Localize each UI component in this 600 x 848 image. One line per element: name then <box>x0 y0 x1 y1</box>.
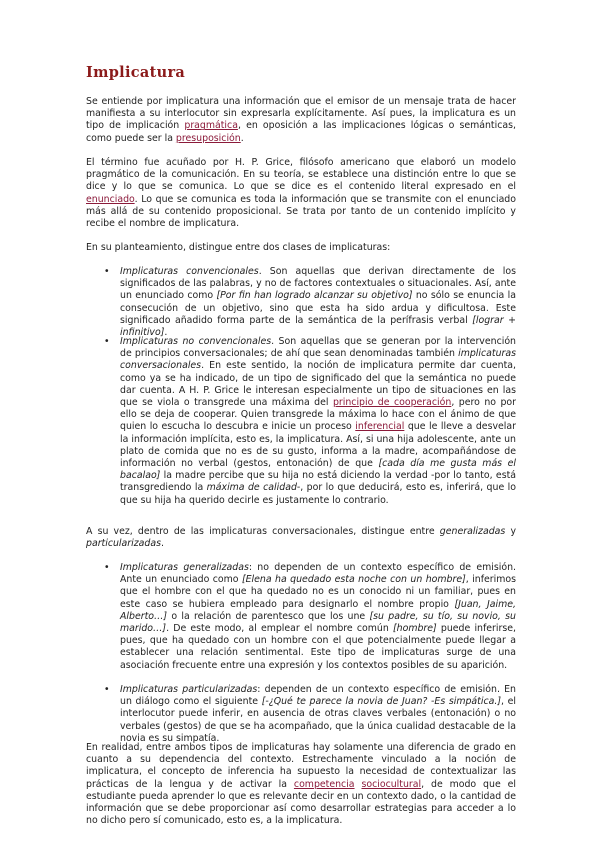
text: . En este sentido, la noción de implicatura permite dar cuenta, como ya se ha indicado, de un tipo de significado del que la semántica no puede dar cuenta. A H. P. Grice le interesan especialmente un tipo de situaciones en las que se viola o transgrede una máxima del <box>120 360 516 409</box>
term: Implicaturas convencionales <box>120 266 259 277</box>
text: : dependen de un contexto específico de emisión. En un diálogo como el siguiente <box>120 684 516 708</box>
example: [cada día me gusta más el bacalao] <box>120 458 516 482</box>
example: [Por fin han logrado alcanzar su objetivo] <box>216 290 413 302</box>
text: o la relación de parentesco que los une <box>167 610 370 622</box>
term: Implicaturas particularizadas <box>120 684 258 695</box>
example: [Juan, Jaime, Alberto…] <box>120 598 516 622</box>
link-competencia[interactable]: competencia <box>293 778 355 790</box>
bullet-icon: • <box>104 266 110 277</box>
example: [-¿Qué te parece la novia de Juan? -Es simpática.] <box>261 696 501 708</box>
page-title: Implicatura <box>86 64 186 81</box>
text: En realidad, entre ambos tipos de implicaturas hay solamente una diferencia de grado en cuanto a su dependencia del contexto. Estrechamente vinculado a la noción de implicatura, el concepto de inferencia ha supuesto la necesidad de contextualizar las prácticas de la lengua y de activar la <box>86 742 516 790</box>
text: , en oposición a las implicaciones lógicas o semánticas, como puede ser la <box>86 120 516 144</box>
text: . <box>164 327 168 339</box>
text: la madre percibe que su hija no está diciendo la verdad -por lo tanto, está transgrediendo la <box>120 470 516 494</box>
example: [hombre] <box>392 623 437 635</box>
text: . Son aquellas que se generan por la intervención de principios conversacionales; de ahí que sean denominadas también <box>120 336 517 360</box>
term: generalizadas <box>439 526 506 537</box>
link-enunciado[interactable]: enunciado <box>86 193 135 205</box>
bullet-icon: • <box>104 336 110 347</box>
paragraph-classes: En su planteamiento, distingue entre dos clases de implicaturas: <box>86 242 391 253</box>
link-inferencial[interactable]: inferencial <box>355 421 405 433</box>
text: , inferimos que el hombre con el que ha quedado no es un conocido ni un familiar, pues en este caso se hubiera empleado para designarlo el nombre propio <box>120 574 516 610</box>
link-pragmatica[interactable]: pragmática <box>184 120 238 132</box>
text: . <box>240 132 244 144</box>
list-item-no-convencionales <box>120 336 516 507</box>
list-item-convencionales <box>120 266 516 339</box>
example: [su padre, su tío, su novio, su marido…] <box>120 610 517 635</box>
text: no sólo se enuncia la consecución de un objetivo, sino que esta ha sido ardua y dificultosa. Este significado añadido forma parte de la semántica de la perífrasis verbal <box>120 290 517 326</box>
paragraph-grice <box>86 157 516 230</box>
text: Se entiende por implicatura una información que el emisor de un mensaje trata de hacer manifiesta a su interlocutor sin expresarla explícitamente. Así pues, la implicatura es un tipo de implicación <box>86 96 516 132</box>
text: puede inferirse, pues, que ha quedado con un hombre con el que potencialmente puede llegar a establecer una relación sentimental. Este tipo de implicaturas surge de una asociación frecuente entre una expresión y los contextos posibles de su aparición. <box>120 623 517 671</box>
paragraph-conclusion <box>86 742 516 827</box>
term: Implicaturas generalizadas <box>120 562 249 573</box>
term: Implicaturas no convencionales <box>120 336 272 347</box>
paragraph-subtypes <box>86 526 516 550</box>
text: . Lo que se comunica es toda la información que se transmite con el enunciado más allá de su contenido proposicional. Se trata por tanto de un contenido implícito y recibe el nombre de implicatura. <box>86 193 516 230</box>
link-sociocultural[interactable]: sociocultural <box>361 778 422 790</box>
link-presuposicion[interactable]: presuposición <box>175 132 241 144</box>
term: particularizadas <box>86 538 161 550</box>
text: -, por lo que deducirá, esto es, inferirá, que lo que su hija ha querido decirle es justamente lo contrario. <box>120 482 516 506</box>
example: máxima de calidad <box>206 482 297 494</box>
text: El término fue acuñado por H. P. Grice, filósofo americano que elaboró un modelo pragmático de la comunicación. En su teoría, se establece una distinción entre lo que se dice y lo que se comunica. Lo que se dice es el contenido literal expresado en el <box>86 157 516 193</box>
paragraph-intro <box>86 96 516 145</box>
text: que le lleve a desvelar la información implícita, esto es, la implicatura. Así, si una hija adolescente, ante un plato de comida que no es de su gusto, informa a la madre, acompañándose de información no verbal (gestos, entonación) de que <box>120 421 516 470</box>
example: [Elena ha quedado esta noche con un hombre] <box>241 574 466 586</box>
example: [lograr + infinitivo] <box>120 314 516 339</box>
list-item-generalizadas <box>120 562 516 672</box>
text: , de modo que el estudiante pueda aprender lo que es relevante decir en un contexto dado, o la cantidad de información que se debe proporcionar así como desarrollar estrategias para acceder a lo no dicho pero sí comunicado, esto es, a la implicatura. <box>86 778 516 827</box>
text: . Son aquellas que derivan directamente de los significados de las palabras, y no de factores contextuales o situacionales. Así, ante un enunciado como <box>120 266 517 302</box>
text: , pero no por ello se deja de cooperar. Quien transgrede la máxima lo hace con el ánimo de que quien lo escucha lo descubra e inicie un proceso <box>120 397 516 433</box>
text: : no dependen de un contexto específico de emisión. Ante un enunciado como <box>120 562 517 586</box>
text: , el interlocutor puede inferir, en ausencia de otras claves verbales (entonación) o no verbales (gestos) de que se ha acompañado, que la única cualidad destacable de la novia es su simpatía. <box>120 696 516 744</box>
link-principio-cooperacion[interactable]: principio de cooperación <box>332 397 452 409</box>
text: A su vez, dentro de las implicaturas conversacionales, distingue entre <box>86 526 440 537</box>
text: . <box>160 538 164 550</box>
text: . De este modo, al emplear el nombre común <box>166 623 393 635</box>
bullet-icon: • <box>104 562 110 573</box>
text: y <box>505 526 516 537</box>
list-item-particularizadas <box>120 684 516 745</box>
bullet-icon: • <box>104 684 110 695</box>
term: implicaturas conversacionales <box>120 348 516 372</box>
